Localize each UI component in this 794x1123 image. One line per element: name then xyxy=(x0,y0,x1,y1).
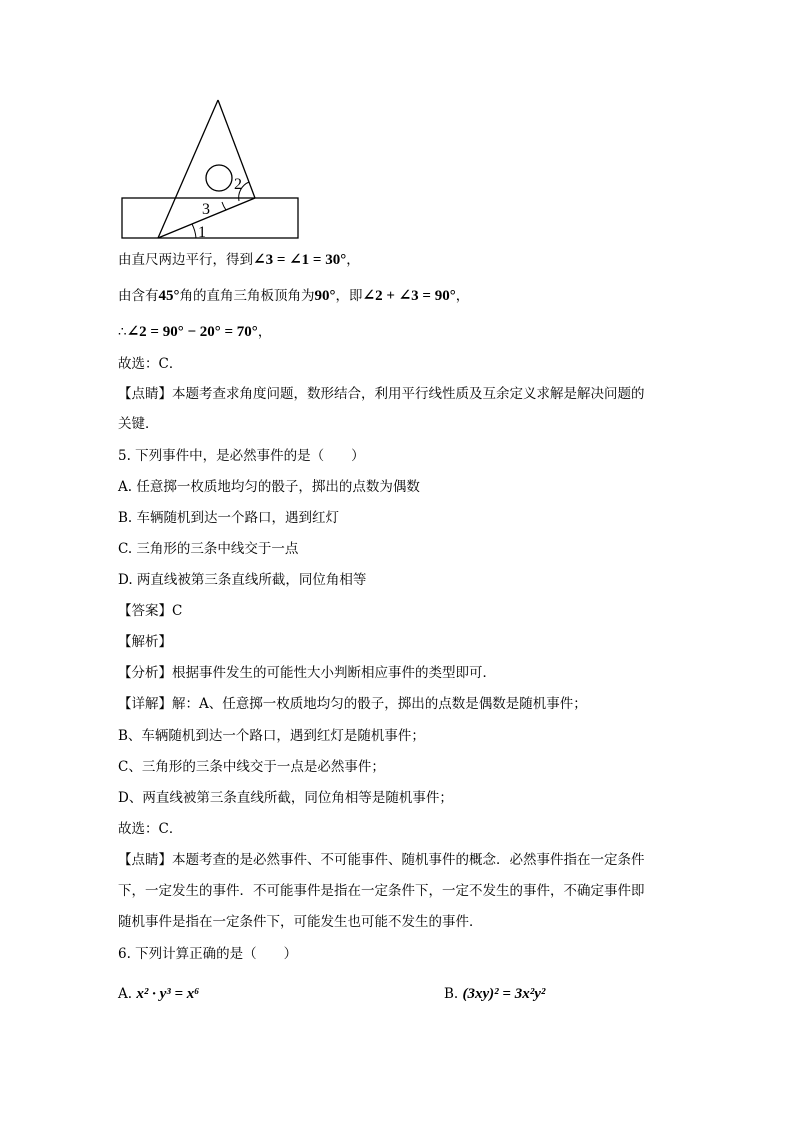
math-expression: 45° xyxy=(158,288,180,304)
dianjing-tag: 【点睛】 xyxy=(118,386,172,402)
solution-line-1 xyxy=(118,250,360,270)
choice-line-q5: 故选：C． xyxy=(118,821,183,837)
line-text: ，即 xyxy=(335,288,363,304)
fenxi-line: 【分析】根据事件发生的可能性大小判断相应事件的类型即可． xyxy=(118,665,496,681)
question-6-option-b xyxy=(444,984,545,1004)
math-expression: ∠3 = ∠1 = 30° xyxy=(253,252,347,268)
analysis-tag: 【解析】 xyxy=(118,634,172,650)
math-expression: ∠2 + ∠3 = 90° xyxy=(362,288,456,304)
math-expression: ∠2 = 90° − 20° = 70° xyxy=(126,324,258,340)
line-text: 由含有 xyxy=(118,288,159,304)
ruler-outline xyxy=(122,198,298,238)
therefore-symbol: ∴ xyxy=(118,324,127,340)
triangle-ruler-figure xyxy=(118,96,304,244)
dianjing-text: 本题考查求角度问题，数形结合，利用平行线性质及互余定义求解是解决问题的 xyxy=(172,386,645,402)
answer-line: 【答案】C xyxy=(118,603,183,619)
question-6-option-a xyxy=(118,984,200,1004)
question-5-option-b: B. 车辆随机到达一个路口，遇到红灯 xyxy=(118,510,340,526)
angle-label-3: 3 xyxy=(202,201,210,218)
line-text: 由直尺两边平行，得到 xyxy=(118,252,253,268)
solution-line-3 xyxy=(118,322,271,342)
solution-line-2 xyxy=(118,286,469,306)
question-5-option-c: C. 三角形的三条中线交于一点 xyxy=(118,541,299,557)
choice-line: 故选：C． xyxy=(118,356,183,372)
option-label: B. xyxy=(444,986,459,1002)
angle-arc-3 xyxy=(222,202,226,210)
line-text: ， xyxy=(257,324,272,340)
dianjing-line-2: 关键． xyxy=(118,416,159,432)
question-5-option-d: D. 两直线被第三条直线所截，同位角相等 xyxy=(118,572,367,588)
xiangjie-line-4: D、两直线被第三条直线所截，同位角相等是随机事件； xyxy=(118,790,453,806)
dianjing-q5-line-2: 下，一定发生的事件．不可能事件是指在一定条件下，一定不发生的事件，不确定事件即 xyxy=(118,883,645,899)
xiangjie-line-2: B、车辆随机到达一个路口，遇到红灯是随机事件； xyxy=(118,728,425,744)
question-5-option-a: A. 任意掷一枚质地均匀的骰子，掷出的点数为偶数 xyxy=(118,479,420,495)
line-text: 角的直角三角板顶角为 xyxy=(179,288,315,304)
option-label: A. xyxy=(118,986,133,1002)
line-text: ， xyxy=(346,252,360,268)
xiangjie-line-3: C、三角形的三条中线交于一点是必然事件； xyxy=(118,759,385,775)
math-expression: (3xy)² = 3x²y² xyxy=(462,986,546,1002)
math-expression: 90° xyxy=(314,288,336,304)
dianjing-q5-line-1: 【点睛】本题考查的是必然事件、不可能事件、随机事件的概念．必然事件指在一定条件 xyxy=(118,852,645,868)
line-text: ， xyxy=(455,288,470,304)
dianjing-q5-line-3: 随机事件是指在一定条件下，可能发生也可能不发生的事件． xyxy=(118,914,483,930)
triangle-hole-circle xyxy=(206,165,232,191)
xiangjie-line-1: 【详解】解：A、任意掷一枚质地均匀的骰子，掷出的点数是偶数是随机事件； xyxy=(118,696,587,712)
angle-arc-1 xyxy=(192,224,196,238)
angle-label-2: 2 xyxy=(234,176,242,193)
angle-label-1: 1 xyxy=(198,224,206,241)
math-expression: x² · y³ = x⁶ xyxy=(136,986,200,1002)
question-6-stem: 6. 下列计算正确的是（ ） xyxy=(118,946,298,962)
question-5-stem: 5. 下列事件中，是必然事件的是（ ） xyxy=(118,448,365,464)
dianjing-line-1 xyxy=(118,384,645,404)
